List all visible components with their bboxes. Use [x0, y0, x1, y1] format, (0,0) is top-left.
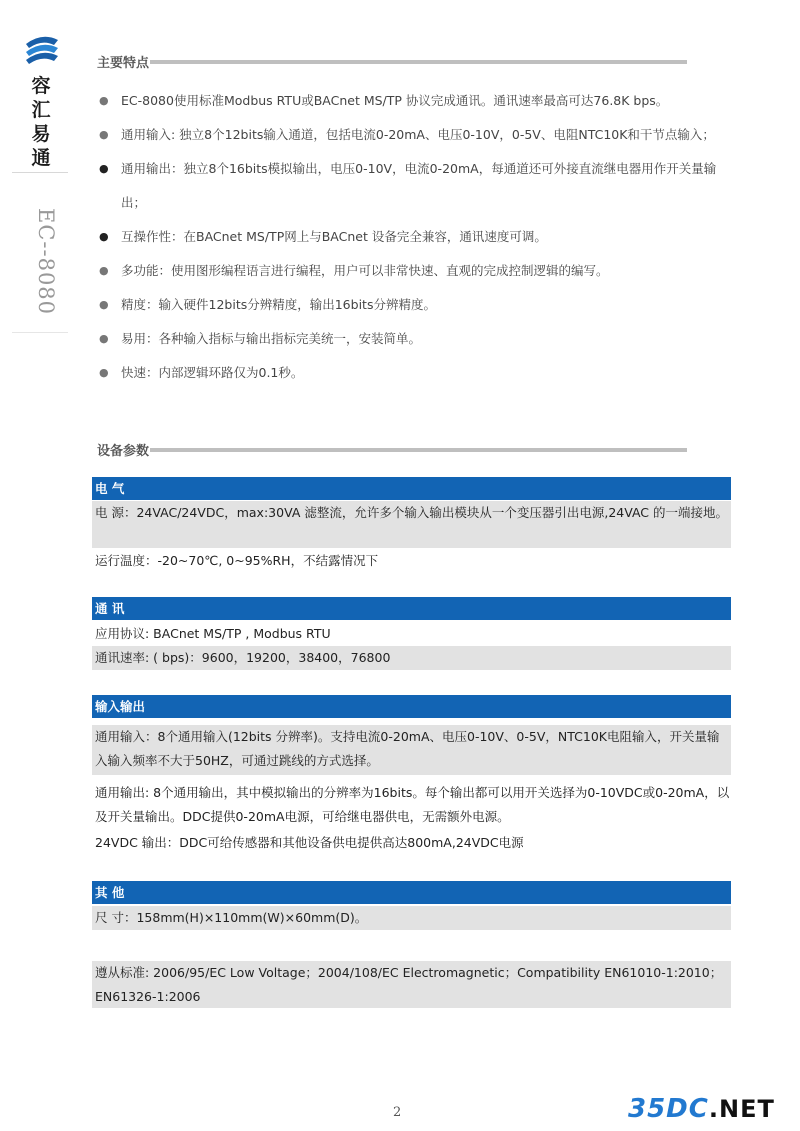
- heading-rule: [150, 448, 687, 452]
- model-label-vertical: EC--8080: [34, 208, 58, 316]
- brand-char: 易: [31, 123, 51, 145]
- section-bar-electrical: 电 气: [92, 477, 731, 500]
- rail-divider: [12, 332, 68, 333]
- param-temperature: 运行温度：-20~70℃, 0~95%RH，不结露情况下: [95, 553, 379, 568]
- brand-char: 容: [31, 75, 51, 97]
- brand-char: 汇: [31, 99, 51, 121]
- company-logo-icon: [22, 30, 62, 70]
- feature-item: ● EC-8080使用标准Modbus RTU或BACnet MS/TP 协议完成通讯。通讯速率最高可达76.8K bps。: [99, 93, 669, 108]
- watermark-logo: 35DC.NET: [628, 1094, 775, 1124]
- feature-item: ● 易用：各种输入指标与输出指标完美统一，安装简单。: [99, 331, 422, 346]
- feature-item: ● 通用输入: 独立8个12bits输入通道，包括电流0-20mA、电压0-10V，0-5V、电阻NTC10K和干节点输入；: [99, 127, 715, 142]
- feature-item: ● 多功能：使用图形编程语言进行编程，用户可以非常快速、直观的完成控制逻辑的编写。: [99, 263, 609, 278]
- section-bar-io: 输入输出: [92, 695, 731, 718]
- rail-divider: [12, 172, 68, 173]
- param-24vdc: 24VDC 输出：DDC可给传感器和其他设备供电提供高达800mA,24VDC电源: [95, 835, 524, 850]
- page-number: 2: [393, 1105, 402, 1120]
- feature-item: ● 精度：输入硬件12bits分辨精度，输出16bits分辨精度。: [99, 297, 436, 312]
- param-input: 通用输入：8个通用输入(12bits 分辨率)。支持电流0-20mA、电压0-10V、0-5V，NTC10K电阻输入，开关量输入输入频率不大于50HZ，可通过跳线的方式选择。: [92, 725, 731, 775]
- section-bar-comm: 通 讯: [92, 597, 731, 620]
- param-protocol: 应用协议: BACnet MS/TP , Modbus RTU: [95, 626, 331, 641]
- brand-name: [28, 74, 54, 170]
- param-output: 通用输出: 8个通用输出，其中模拟输出的分辨率为16bits。每个输出都可以用开关选择为0-10VDC或0-20mA，以及开关量输出。DDC提供0-20mA电源，可给继电器供电，无需额外电源。: [95, 785, 730, 824]
- section-bar-other: 其 他: [92, 881, 731, 904]
- brand-char: 通: [31, 147, 51, 169]
- param-power: 电 源：24VAC/24VDC，max:30VA 滤整流，允许多个输入输出模块从一个变压器引出电源,24VAC 的一端接地。: [92, 501, 731, 548]
- feature-item: ● 通用输出：独立8个16bits模拟输出，电压0-10V，电流0-20mA，每通道还可外接直流继电器用作开关量输出；: [99, 161, 717, 210]
- param-baud-rate: 通讯速率: ( bps)：9600，19200，38400，76800: [92, 646, 731, 670]
- feature-item: ● 快速：内部逻辑环路仅为0.1秒。: [99, 365, 304, 380]
- param-size: 尺 寸：158mm(H)×110mm(W)×60mm(D)。: [92, 906, 731, 930]
- params-heading: 设备参数: [97, 444, 150, 459]
- param-standard: 遵从标准: 2006/95/EC Low Voltage；2004/108/EC Electromagnetic；Compatibility EN61010-1:2010；EN61326-1:2006: [92, 961, 731, 1008]
- feature-item: ● 互操作性：在BACnet MS/TP网上与BACnet 设备完全兼容，通讯速度可调。: [99, 229, 547, 244]
- features-list: [96, 84, 736, 390]
- features-heading: 主要特点: [97, 56, 150, 71]
- heading-rule: [150, 60, 687, 64]
